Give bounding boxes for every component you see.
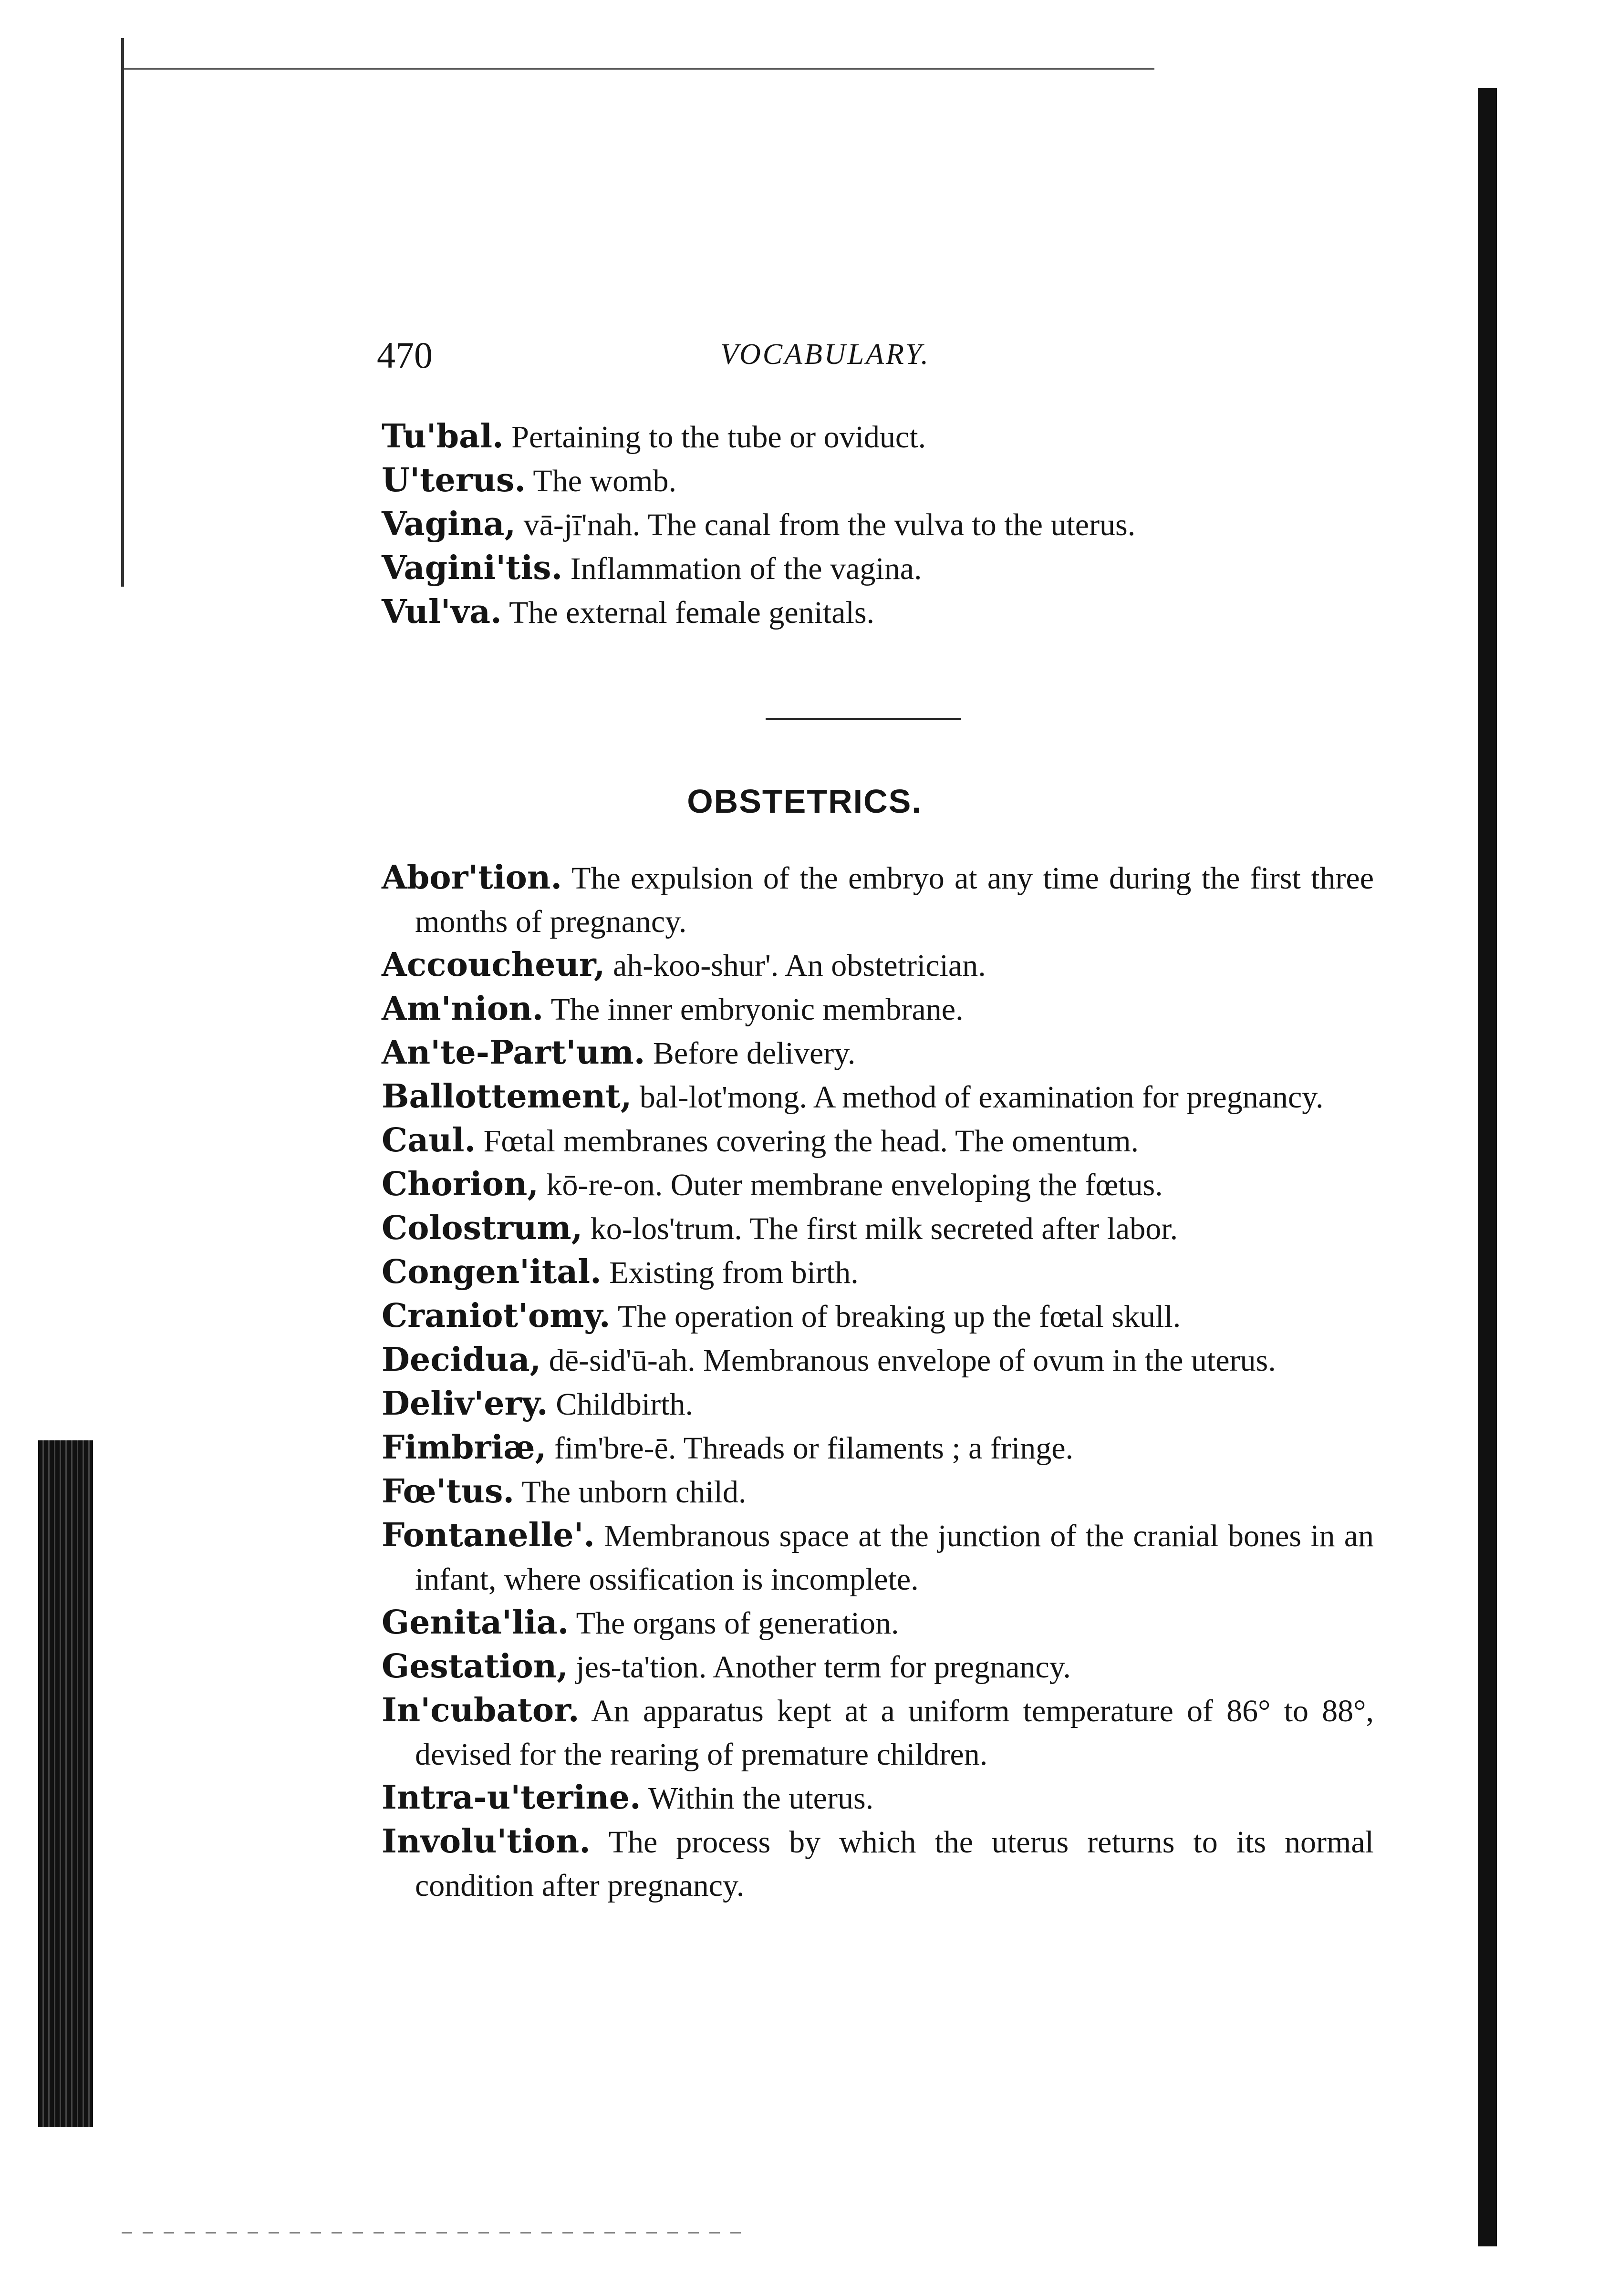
- vocabulary-entry: [382, 590, 1374, 634]
- entry-definition: The operation of breaking up the fœtal skull.: [617, 1299, 1181, 1334]
- vocabulary-entry: [382, 1207, 1374, 1251]
- vocabulary-entry: [382, 1514, 1374, 1601]
- vocabulary-entry: [382, 1119, 1374, 1163]
- vocabulary-list-obstetrics: [382, 856, 1374, 1907]
- entry-definition: ko-los'trum. The first milk secreted after labor.: [590, 1211, 1178, 1246]
- scan-edge-mark: [121, 38, 124, 587]
- scan-edge-line: [122, 68, 1154, 70]
- entry-term: Vagina,: [382, 505, 516, 543]
- entry-definition: Pertaining to the tube or oviduct.: [511, 420, 926, 455]
- entry-definition: The process by which the uterus returns to its normal condition after pregnancy.: [415, 1825, 1374, 1903]
- vocabulary-entry: [382, 503, 1374, 547]
- vocabulary-entry: [382, 1776, 1374, 1820]
- entry-term: Congen'ital.: [382, 1253, 602, 1291]
- entry-definition: Within the uterus.: [648, 1781, 874, 1816]
- vocabulary-entry: [382, 1601, 1374, 1645]
- entry-term: Intra-u'terine.: [382, 1779, 641, 1817]
- entry-term: Involu'tion.: [382, 1822, 591, 1861]
- entry-definition: The unborn child.: [521, 1475, 747, 1510]
- vocabulary-entry: [382, 1470, 1374, 1514]
- entry-term: Abor'tion.: [382, 858, 562, 897]
- vocabulary-entry: [382, 547, 1374, 590]
- vocabulary-entry: [382, 1820, 1374, 1907]
- entry-definition: ah-koo-shur'. An obstetrician.: [612, 948, 986, 983]
- entry-definition: kō-re-on. Outer membrane enveloping the fœtus.: [546, 1168, 1163, 1202]
- vocabulary-entry: [382, 1338, 1374, 1382]
- vocabulary-entry: [382, 856, 1374, 943]
- entry-definition: Childbirth.: [556, 1387, 694, 1422]
- entry-term: Am'nion.: [382, 990, 544, 1028]
- entry-definition: The organs of generation.: [576, 1606, 899, 1641]
- entry-definition: The external female genitals.: [509, 595, 875, 630]
- entry-term: Deliv'ery.: [382, 1385, 548, 1423]
- scan-binding-shadow: [38, 1440, 93, 2127]
- vocabulary-entry: [382, 1031, 1374, 1075]
- vocabulary-list-top: [382, 415, 1374, 634]
- vocabulary-entry: [382, 1251, 1374, 1294]
- vocabulary-entry: [382, 1689, 1374, 1776]
- page-header: [372, 334, 1278, 386]
- vocabulary-entry: [382, 415, 1374, 459]
- entry-term: Caul.: [382, 1121, 476, 1159]
- entry-definition: bal-lot'mong. A method of examination for pregnancy.: [639, 1080, 1324, 1115]
- vocabulary-entry: [382, 1426, 1374, 1470]
- scan-edge-bar: [1478, 88, 1497, 2246]
- entry-definition: An apparatus kept at a uniform temperature of 86° to 88°, devised for the rearing of premature children.: [415, 1694, 1374, 1772]
- entry-term: Fimbriæ,: [382, 1428, 547, 1467]
- entry-definition: fim'bre-ē. Threads or filaments ; a fringe.: [554, 1431, 1074, 1466]
- vocabulary-entry: [382, 987, 1374, 1031]
- entry-term: Chorion,: [382, 1165, 539, 1203]
- scan-edge-line-bottom: [122, 2232, 742, 2234]
- entry-term: Vagini'tis.: [382, 549, 563, 587]
- vocabulary-entry: [382, 943, 1374, 987]
- entry-definition: Before delivery.: [653, 1036, 856, 1071]
- running-title: VOCABULARY.: [720, 338, 931, 371]
- entry-term: U'terus.: [382, 461, 526, 499]
- entry-definition: Membranous space at the junction of the cranial bones in an infant, where ossification is incomplete.: [415, 1519, 1374, 1597]
- entry-definition: vā-jī'nah. The canal from the vulva to the uterus.: [523, 507, 1136, 542]
- vocabulary-entry: [382, 1382, 1374, 1426]
- entry-definition: The womb.: [533, 464, 676, 498]
- entry-definition: jes-ta'tion. Another term for pregnancy.: [576, 1650, 1071, 1685]
- entry-definition: The expulsion of the embryo at any time during the first three months of pregnancy.: [415, 861, 1374, 939]
- page-number: 470: [377, 334, 433, 376]
- entry-term: Vul'va.: [382, 593, 502, 631]
- section-divider: [766, 718, 961, 720]
- entry-term: Fœ'tus.: [382, 1472, 515, 1510]
- entry-definition: Existing from birth.: [609, 1255, 859, 1290]
- entry-term: In'cubator.: [382, 1691, 580, 1729]
- entry-term: Fontanelle'.: [382, 1516, 595, 1554]
- vocabulary-entry: [382, 1645, 1374, 1689]
- entry-term: Accoucheur,: [382, 946, 605, 984]
- entry-definition: The inner embryonic membrane.: [550, 992, 964, 1027]
- entry-term: Decidua,: [382, 1341, 541, 1379]
- entry-term: Craniot'omy.: [382, 1297, 611, 1335]
- entry-definition: Inflammation of the vagina.: [570, 551, 922, 586]
- entry-term: Ballottement,: [382, 1077, 632, 1116]
- vocabulary-entry: [382, 1294, 1374, 1338]
- entry-definition: Fœtal membranes covering the head. The omentum.: [483, 1124, 1139, 1158]
- entry-term: Genita'lia.: [382, 1603, 569, 1642]
- entry-definition: dē-sid'ū-ah. Membranous envelope of ovum in the uterus.: [549, 1343, 1276, 1378]
- entry-term: An'te-Part'um.: [382, 1034, 645, 1072]
- section-title: OBSTETRICS.: [687, 783, 922, 820]
- vocabulary-entry: [382, 459, 1374, 503]
- entry-term: Tu'bal.: [382, 417, 504, 455]
- entry-term: Gestation,: [382, 1647, 568, 1686]
- vocabulary-entry: [382, 1163, 1374, 1207]
- vocabulary-entry: [382, 1075, 1374, 1119]
- entry-term: Colostrum,: [382, 1209, 583, 1247]
